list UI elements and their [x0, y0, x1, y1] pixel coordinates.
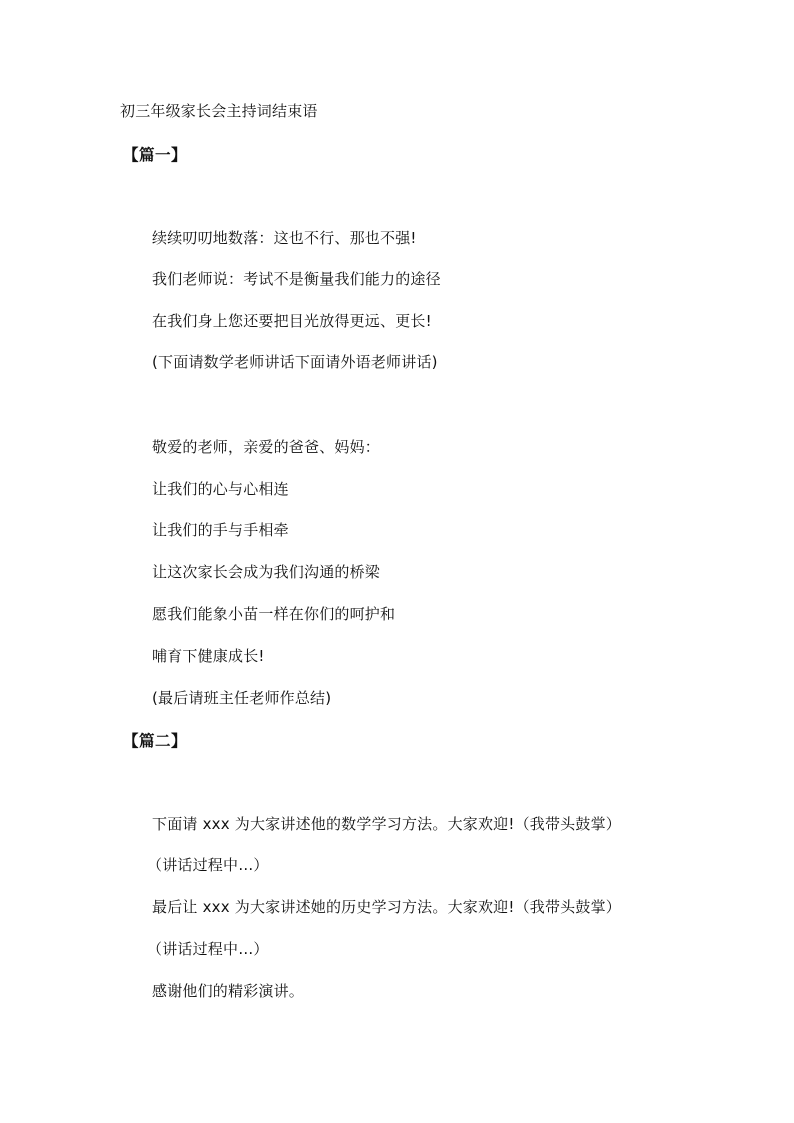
text-line: 敬爱的老师，亲爱的爸爸、妈妈：: [152, 438, 381, 456]
text-line: 感谢他们的精彩演讲。: [152, 982, 305, 1000]
text-line: 让这次家长会成为我们沟通的桥梁: [152, 563, 381, 581]
section-heading-2: 【篇二】: [123, 732, 188, 750]
text-line: 哺育下健康成长!: [152, 647, 265, 665]
text-line: 让我们的心与心相连: [152, 480, 289, 498]
text-line: 最后让 xxx 为大家讲述她的历史学习方法。大家欢迎!（我带头鼓掌）: [152, 898, 621, 916]
text-line: 让我们的手与手相牵: [152, 521, 289, 539]
text-line: （讲话过程中…）: [147, 940, 269, 958]
text-line: 愿我们能象小苗一样在你们的呵护和: [152, 605, 396, 623]
document-title: 初三年级家长会主持词结束语: [120, 102, 318, 120]
text-line: (最后请班主任老师作总结): [152, 689, 332, 707]
text-line: (下面请数学老师讲话下面请外语老师讲话): [152, 353, 438, 371]
text-line: 下面请 xxx 为大家讲述他的数学学习方法。大家欢迎!（我带头鼓掌）: [152, 815, 621, 833]
text-line: 续续叨叨地数落：这也不行、那也不强!: [152, 229, 417, 247]
text-line: 我们老师说：考试不是衡量我们能力的途径: [152, 270, 441, 288]
text-line: 在我们身上您还要把目光放得更远、更长!: [152, 312, 432, 330]
text-line: （讲话过程中…）: [147, 856, 269, 874]
section-heading-1: 【篇一】: [123, 146, 188, 164]
